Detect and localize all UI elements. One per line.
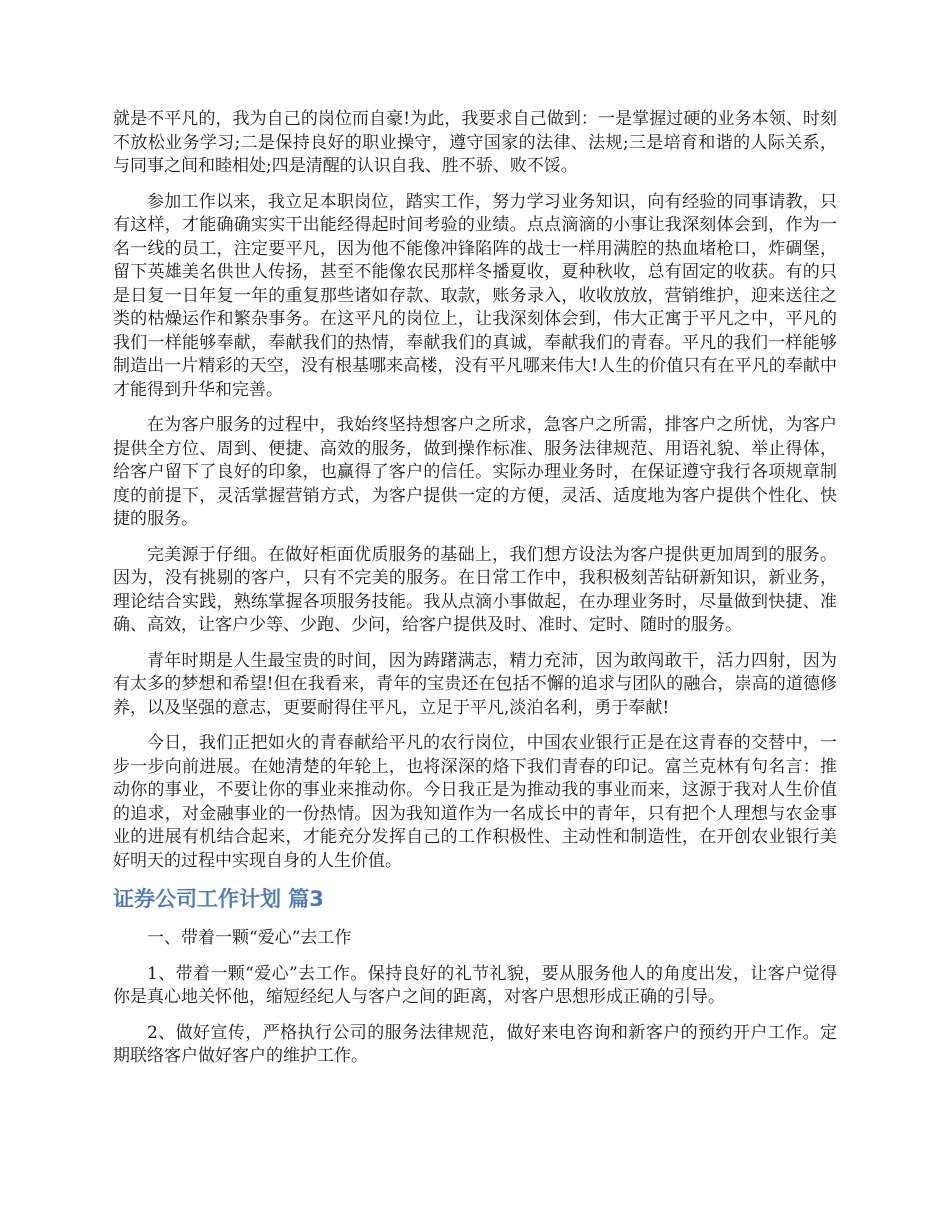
paragraph-5: 青年时期是人生最宝贵的时间，因为踌躇满志，精力充沛，因为敢闯敢干，活力四射，因为有太多的梦想和希望!但在我看来，青年的宝贵还在包括不懈的追求与团队的融合，崇高的道德修养，以及坚强的意志，更要耐得住平凡，立足于平凡,淡泊名利，勇于奉献! [113, 650, 837, 718]
paragraph-3: 在为客户服务的过程中，我始终坚持想客户之所求，急客户之所需，排客户之所忧，为客户提供全方位、周到、便捷、高效的服务，做到操作标准、服务法律规范、用语礼貌、举止得体，给客户留下了良好的印象，也赢得了客户的信任。实际办理业务时，在保证遵守我行各项规章制度的前提下，灵活掌握营销方式，为客户提供一定的方便，灵活、适度地为客户提供个性化、快捷的服务。 [113, 415, 837, 529]
paragraph-1: 就是不平凡的，我为自己的岗位而自豪!为此，我要求自己做到：一是掌握过硬的业务本领、时刻不放松业务学习;二是保持良好的职业操守，遵守国家的法律、法规;三是培育和谐的人际关系，与同事之间和睦相处;四是清醒的认识自我、胜不骄、败不馁。 [113, 109, 837, 176]
document-page [113, 108, 837, 1081]
paragraph-6: 今日，我们正把如火的青春献给平凡的农行岗位，中国农业银行正是在这青春的交替中，一步一步向前进展。在她清楚的年轮上，也将深深的烙下我们青春的印记。富兰克林有句名言：推动你的事业，不要让你的事业来推动你。今日我正是为推动我的事业而来，这源于我对人生价值的追求，对金融事业的一份热情。因为我知道作为一名成长中的青年，只有把个人理想与农金事业的进展有机结合起来，才能充分发挥自己的工作积极性、主动性和制造性，在开创农业银行美好明天的过程中实现自身的人生价值。 [113, 733, 837, 871]
paragraph-4: 完美源于仔细。在做好柜面优质服务的基础上，我们想方设法为客户提供更加周到的服务。因为，没有挑剔的客户，只有不完美的服务。在日常工作中，我积极刻苦钻研新知识，新业务，理论结合实践，熟练掌握各项服务技能。我从点滴小事做起，在办理业务时，尽量做到快捷、准确、高效，让客户少等、少跑、少问，给客户提供及时、准时、定时、随时的服务。 [113, 544, 837, 635]
section-heading: 证券公司工作计划 篇3 [113, 887, 324, 911]
plan-item-2: 2、做好宣传，严格执行公司的服务法律规范，做好来电咨询和新客户的预约开户工作。定期联络客户做好客户的维护工作。 [113, 1022, 837, 1066]
plan-item-1: 1、带着一颗“爱心”去工作。保持良好的礼节礼貌，要从服务他人的角度出发，让客户觉得你是真心地关怀他，缩短经纪人与客户之间的距离，对客户思想形成正确的引导。 [113, 963, 837, 1007]
paragraph-2: 参加工作以来，我立足本职岗位，踏实工作，努力学习业务知识，向有经验的同事请教，只有这样，才能确确实实干出能经得起时间考验的业绩。点点滴滴的小事让我深刻体会到，作为一名一线的员工，注定要平凡，因为他不能像冲锋陷阵的战士一样用满腔的热血堵枪口，炸碉堡，留下英雄美名供世人传扬，甚至不能像农民那样冬播夏收，夏种秋收，总有固定的收获。有的只是日复一日年复一年的重复那些诸如存款、取款，账务录入，收收放放，营销维护，迎来送往之类的枯燥运作和繁杂事务。在这平凡的岗位上，让我深刻体会到，伟大正寓于平凡之中，平凡的我们一样能够奉献，奉献我们的热情，奉献我们的真诚，奉献我们的青春。平凡的我们一样能够制造出一片精彩的天空，没有根基哪来高楼，没有平凡哪来伟大!人生的价值只有在平凡的奉献中才能得到升华和完善。 [113, 191, 837, 400]
subsection-title: 一、带着一颗“爱心”去工作 [147, 928, 352, 948]
